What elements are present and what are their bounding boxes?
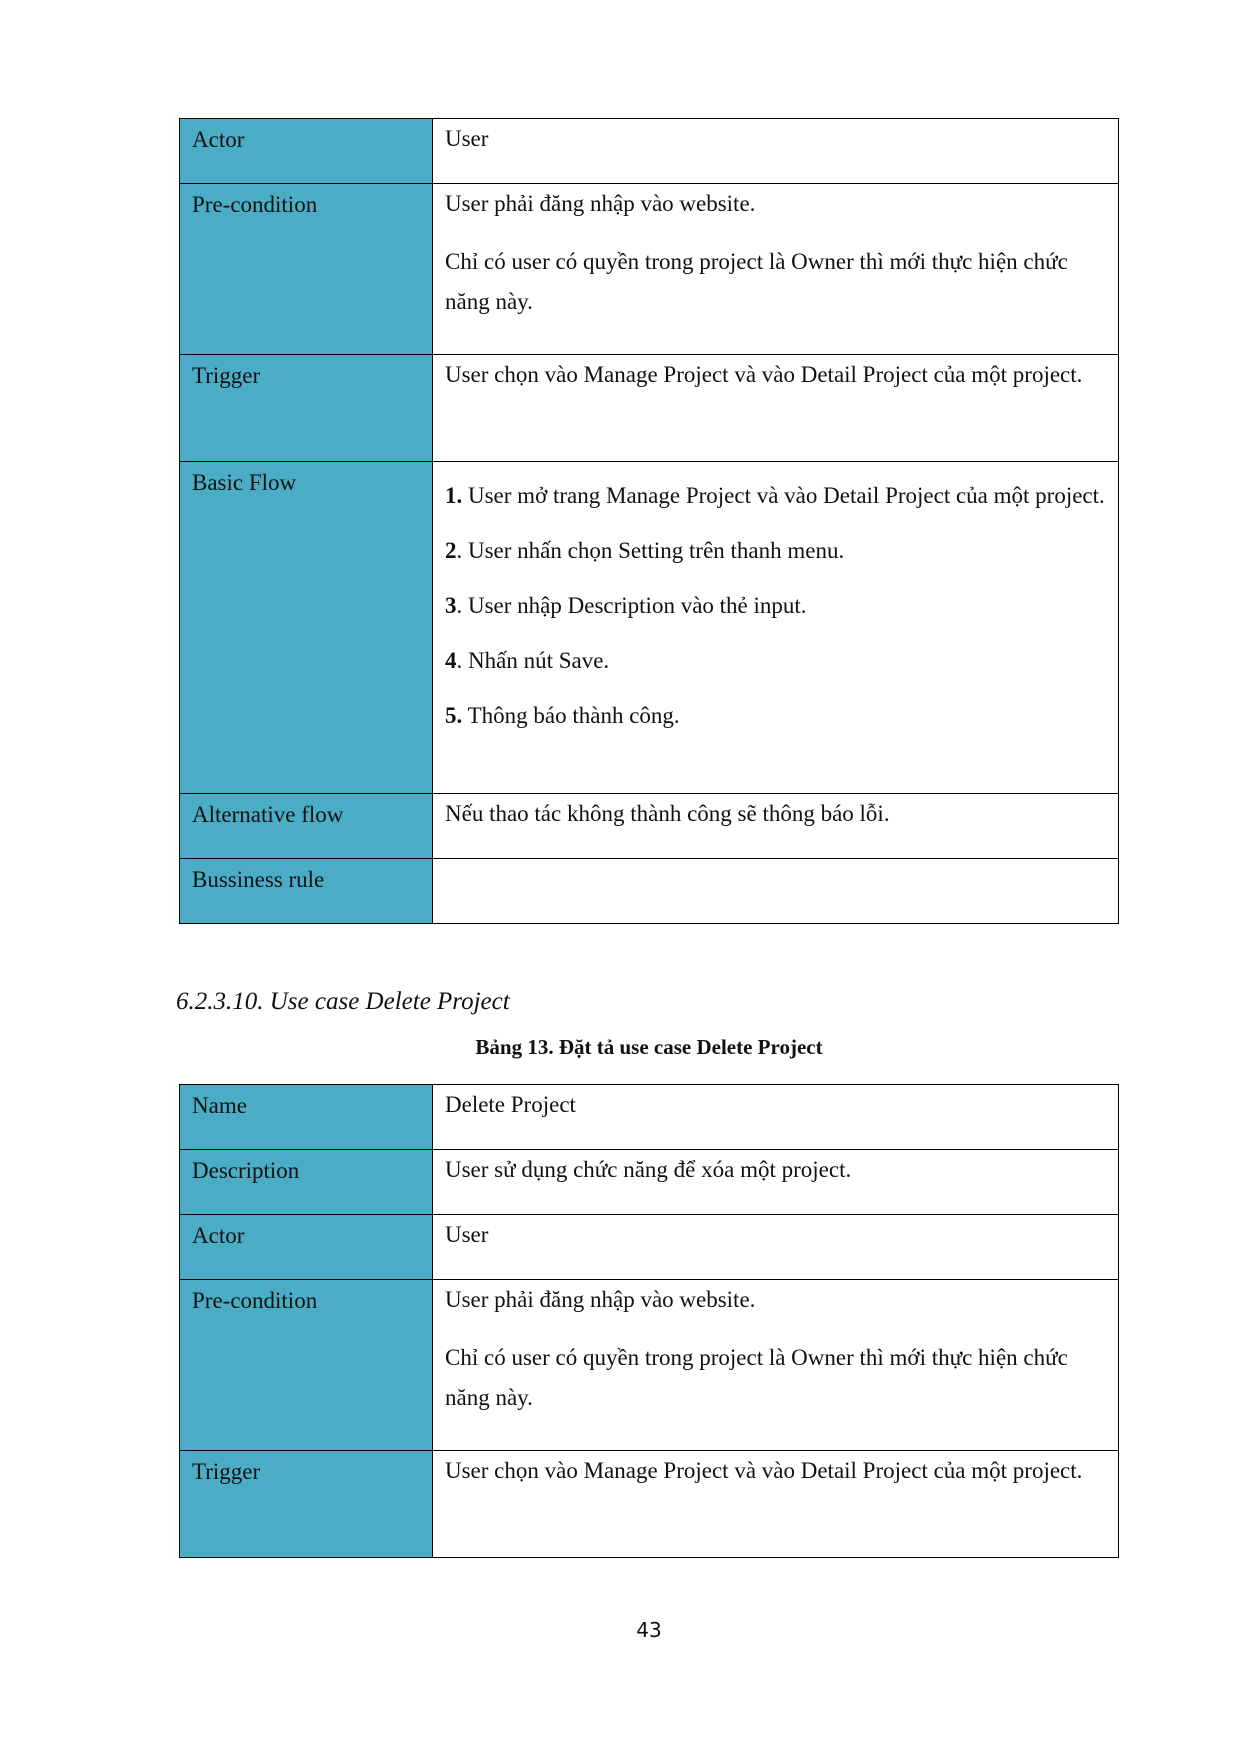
row-label: Trigger bbox=[180, 355, 433, 462]
row-label: Alternative flow bbox=[180, 794, 433, 859]
row-value: User phải đăng nhập vào website. Chỉ có user có quyền trong project là Owner thì mới thực hiện chức năng này. bbox=[433, 1280, 1119, 1451]
table-row-business-rule bbox=[180, 859, 1119, 924]
row-value: Delete Project bbox=[433, 1085, 1119, 1150]
row-value: User chọn vào Manage Project và vào Detail Project của một project. bbox=[433, 355, 1119, 462]
row-value: User bbox=[433, 119, 1119, 184]
basic-flow-steps bbox=[445, 475, 1106, 737]
row-label: Pre-condition bbox=[180, 184, 433, 355]
table-row-alternative-flow bbox=[180, 794, 1119, 859]
row-label: Actor bbox=[180, 119, 433, 184]
row-label: Name bbox=[180, 1085, 433, 1150]
use-case-table-previous bbox=[179, 118, 1119, 924]
row-value: User chọn vào Manage Project và vào Detail Project của một project. bbox=[433, 1451, 1119, 1558]
row-label: Actor bbox=[180, 1215, 433, 1280]
page-number: 43 bbox=[636, 1618, 662, 1642]
row-value: User phải đăng nhập vào website. Chỉ có user có quyền trong project là Owner thì mới thực hiện chức năng này. bbox=[433, 184, 1119, 355]
table-row-actor bbox=[180, 1215, 1119, 1280]
table-row-pre-condition bbox=[180, 184, 1119, 355]
row-value bbox=[433, 859, 1119, 924]
table-row-basic-flow bbox=[180, 462, 1119, 794]
row-value: Nếu thao tác không thành công sẽ thông báo lỗi. bbox=[433, 794, 1119, 859]
list-item: 2. User nhấn chọn Setting trên thanh menu. bbox=[445, 538, 845, 563]
list-item: 1. User mở trang Manage Project và vào Detail Project của một project. bbox=[445, 483, 1105, 508]
row-value: User sử dụng chức năng để xóa một project. bbox=[433, 1150, 1119, 1215]
section-heading: 6.2.3.10. Use case Delete Project bbox=[176, 988, 510, 1015]
list-item: 4. Nhấn nút Save. bbox=[445, 648, 610, 673]
table-caption: Bảng 13. Đặt tả use case Delete Project bbox=[475, 1035, 823, 1059]
table-row-trigger bbox=[180, 1451, 1119, 1558]
list-item: 5. Thông báo thành công. bbox=[445, 703, 680, 728]
row-label: Trigger bbox=[180, 1451, 433, 1558]
table-row-pre-condition bbox=[180, 1280, 1119, 1451]
row-value: User bbox=[433, 1215, 1119, 1280]
use-case-table-delete-project bbox=[179, 1084, 1119, 1558]
row-label: Basic Flow bbox=[180, 462, 433, 794]
table-row-name bbox=[180, 1085, 1119, 1150]
table-row-actor bbox=[180, 119, 1119, 184]
table-row-trigger bbox=[180, 355, 1119, 462]
list-item: 3. User nhập Description vào thẻ input. bbox=[445, 593, 807, 618]
row-label: Pre-condition bbox=[180, 1280, 433, 1451]
row-value bbox=[433, 462, 1119, 794]
row-label: Bussiness rule bbox=[180, 859, 433, 924]
table-row-description bbox=[180, 1150, 1119, 1215]
row-label: Description bbox=[180, 1150, 433, 1215]
